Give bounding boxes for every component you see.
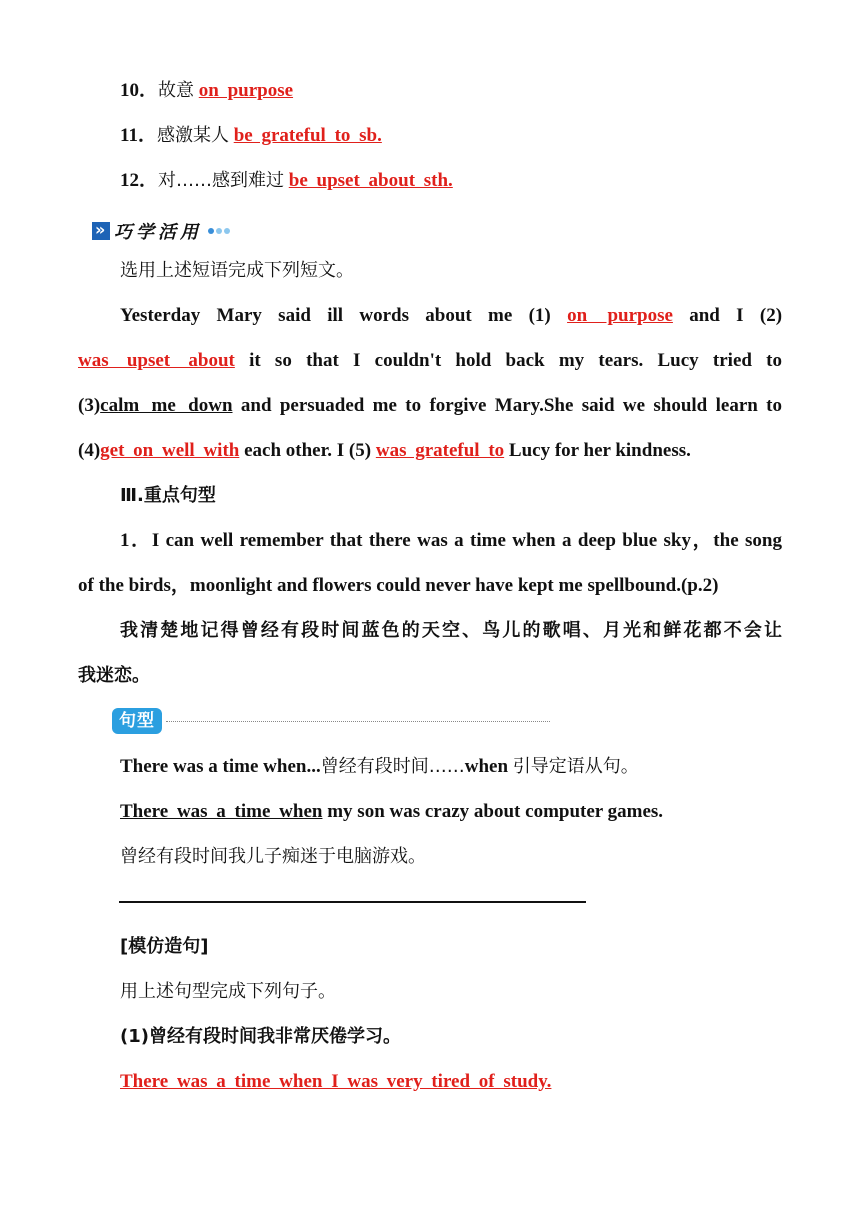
- pattern-example-cn: [120, 845, 426, 869]
- imitate-title-text: [模仿造句]: [120, 936, 209, 957]
- passage-line-3: [78, 394, 782, 418]
- pattern-example: [120, 800, 663, 824]
- phrase-12: [120, 169, 453, 193]
- phrase-num: 11．: [120, 125, 157, 146]
- passage-text: Lucy for her kindness.: [508, 440, 691, 461]
- answer-q1: [120, 1070, 551, 1094]
- sentence-cn: 我清楚地记得曾经有段时间蓝色的天空、鸟儿的歌唱、月光和鲜花都不会让: [120, 620, 782, 641]
- sentence-1-cn-2: [78, 664, 150, 688]
- passage-text: each other. I (5): [244, 440, 372, 461]
- dots-icon: [208, 228, 230, 234]
- practice-header: [92, 218, 230, 244]
- blank-answer-line: [119, 901, 586, 903]
- sentence-1-line-2: [78, 574, 718, 598]
- passage-line-2: [78, 349, 782, 373]
- answer-5: was grateful to: [375, 440, 505, 461]
- sentence-1-line-1: [78, 529, 782, 553]
- instruction: [120, 259, 354, 283]
- pattern-badge: 句型: [112, 708, 162, 734]
- double-arrow-icon: [92, 222, 110, 240]
- section-title-text: Ⅲ.重点句型: [120, 485, 216, 506]
- phrase-cn: 故意: [158, 80, 195, 101]
- pattern-example-cn-text: 曾经有段时间我儿子痴迷于电脑游戏。: [120, 846, 426, 867]
- passage-line-1: [78, 304, 782, 328]
- phrase-answer: on purpose: [198, 80, 294, 101]
- pattern-definition: [120, 755, 639, 779]
- phrase-cn: 对……感到难过: [158, 170, 285, 191]
- sentence-text: I can well remember that there was a time when a deep blue sky，the song: [151, 530, 782, 551]
- phrase-answer: be upset about sth.: [288, 170, 453, 191]
- pattern-cn: 曾经有段时间……: [320, 756, 465, 777]
- section-3-title: [120, 484, 216, 508]
- phrase-10: [120, 79, 293, 103]
- pattern-example-underlined: There was a time when: [120, 801, 323, 822]
- sentence-1-cn-1: [78, 619, 782, 643]
- phrase-num: 12．: [120, 170, 159, 191]
- sentence-num: 1．: [120, 530, 152, 551]
- sentence-cn: 我迷恋。: [78, 665, 150, 686]
- passage-text: and I (2): [689, 305, 783, 326]
- imitate-instruction: [120, 980, 336, 1004]
- pattern-en: when: [464, 756, 509, 777]
- imitate-instruction-text: 用上述句型完成下列句子。: [120, 981, 336, 1002]
- passage-text: and persuaded me to forgive Mary.She said we should learn to: [240, 395, 782, 416]
- passage-text: (3): [78, 395, 101, 416]
- phrase-answer: be grateful to sb.: [233, 125, 382, 146]
- pattern-cn: 引导定语从句。: [512, 756, 639, 777]
- passage-text: Yesterday Mary said ill words about me (1): [120, 305, 551, 326]
- phrase-11: [120, 124, 382, 148]
- phrase-num: 10．: [120, 80, 159, 101]
- answer-3: calm me down: [100, 395, 233, 416]
- instruction-text: 选用上述短语完成下列短文。: [120, 260, 354, 281]
- answer-q1-text: There was a time when I was very tired of study.: [120, 1071, 552, 1092]
- answer-1: on purpose: [567, 305, 673, 326]
- passage-line-4: [78, 439, 691, 463]
- question-1: [120, 1025, 401, 1049]
- imitate-title: [120, 935, 208, 959]
- passage-text: it so that I couldn't hold back my tears. Lucy tried to: [249, 350, 783, 371]
- sentence-text: of the birds，moonlight and flowers could never have kept me spellbound.(p.2): [78, 575, 719, 596]
- pattern-example-text: my son was crazy about computer games.: [327, 801, 664, 822]
- answer-4: get on well with: [100, 440, 240, 461]
- answer-2: was upset about: [78, 350, 235, 371]
- dotted-divider: [166, 721, 550, 722]
- phrase-cn: 感激某人: [156, 125, 229, 146]
- pattern-en: There was a time when...: [120, 756, 321, 777]
- practice-header-text: 巧学活用: [114, 222, 202, 243]
- question-1-text: (1)曾经有段时间我非常厌倦学习。: [120, 1026, 401, 1047]
- passage-text: (4): [78, 440, 101, 461]
